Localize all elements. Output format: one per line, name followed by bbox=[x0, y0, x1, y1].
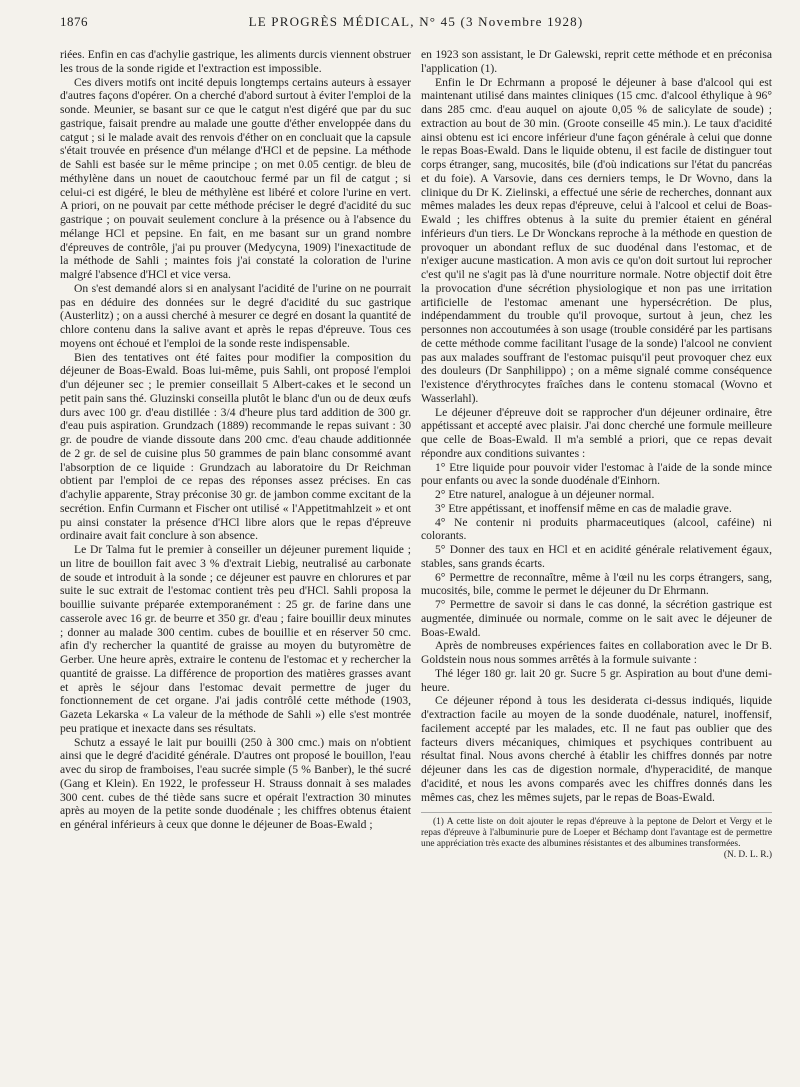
paragraph: On s'est demandé alors si en analysant l'acidité de l'urine on ne pourrait pas en déduire des données sur le degré d'acidité du suc gastrique (Austerlitz) ; on a aussi cherché à mesurer ce degré en dosant la quantité de chlore contenu dans la salive avant et après le repas d'épreuve. Tous ces moyens ont échoué et l'emploi de la sonde reste indispensable. bbox=[60, 281, 411, 350]
running-header bbox=[60, 14, 772, 36]
page-number: 1876 bbox=[60, 14, 88, 29]
paragraph: Thé léger 180 gr. lait 20 gr. Sucre 5 gr. Aspiration au bout d'une demi-heure. bbox=[421, 666, 772, 694]
condition-item: 3° Etre appétissant, et inoffensif même en cas de maladie grave. bbox=[435, 501, 732, 515]
journal-title: LE PROGRÈS MÉDICAL, N° 45 (3 Novembre 1928) bbox=[248, 14, 584, 29]
condition-item: 7° Permettre de savoir si dans le cas donné, la sécrétion gastrique est augmentée, diminuée ou normale, comme on le sait avec le déjeuner de Boas-Ewald. bbox=[421, 598, 772, 639]
right-column bbox=[421, 48, 772, 1073]
paragraph: Le déjeuner d'épreuve doit se rapprocher d'un déjeuner ordinaire, être appétissant et accepté avec plaisir. J'ai donc cherché une formule meilleure que celle de Boas-Ewald. Il m'a semblé a priori, que ce repas devait répondre aux conditions suivantes : bbox=[421, 405, 772, 460]
paragraph: Ce déjeuner répond à tous les desiderata ci-dessus indiqués, liquide d'extraction facile au moyen de la sonde duodénale, naturel, inoffensif, facilement accepté par les malades, etc. Il ne faut pas oublier que des facteurs divers mécaniques, chimiques et psychiques contribuent au résultat final. Nous avons cherché à établir les chiffres donnés par notre déjeuner dans les cas de digestion normale, d'hyperacidité, de manque d'acidité, et nous les avons comparés avec les chiffres donnés dans les mêmes cas, chez les mêmes sujets, par le repas de Boas-Ewald. bbox=[421, 694, 772, 804]
paragraph: Schutz a essayé le lait pur bouilli (250 à 300 cmc.) mais on n'obtient ainsi que le degré d'acidité générale. D'autres ont proposé le bouillon, l'eau avec du sirop de framboises, l'eau sucrée simple (5 % Banber), le thé sucré (Gang et Klein). En 1922, le professeur H. Strauss donnait à ses malades 300 cent. cubes de thé tiède sans sucre et opérait l'extraction 30 minutes après au moyen de la petite sonde duodénale ; les chiffres obtenus étaient en général inférieurs à ceux que donne le déjeuner de Boas-Ewald ; bbox=[60, 735, 411, 831]
paragraph: Ces divers motifs ont incité depuis longtemps certains auteurs à essayer d'autres façons d'opérer. On a cherché d'abord surtout à éviter l'emploi de la sonde. Meunier, se basant sur ce que le catgut n'est digéré que par du suc gastrique, faisait prendre au malade une goutte d'éther enveloppée dans du catgut ; si le malade avait des renvois d'éther on en concluait que la capsule s'était trouvée en présence d'un mélange d'HCl et de pepsine. La méthode de Sahli est basée sur le même principe ; on met 0.05 centigr. de bleu de méthylène dans un nouet de caoutchouc fermé par un fil de catgut ; si celui-ci est digéré, le bleu de méthylène est libéré et colore l'urine en vert. A priori, on ne pouvait par cette méthode préciser le degré d'acidité du suc gastrique ; on pouvait seulement conclure à la présence ou à l'absence du mélange HCl et pepsine. En fait, en me basant sur un grand nombre d'épreuves de contrôle, j'ai pu prouver (Medycyna, 1909) l'inexactitude de la méthode de Sahli ; maintes fois j'ai constaté la coloration de l'urine malgré l'absence d'HCl et vice versa. bbox=[60, 75, 411, 281]
paragraph: Le Dr Talma fut le premier à conseiller un déjeuner purement liquide ; un litre de bouillon fait avec 3 % d'extrait Liebig, neutralisé au carbonate de soude et introduit à la sonde ; ce déjeuner est pauvre en chlorures et par suite le suc extrait de l'estomac contient très peu d'HCl. Sahli proposa la bouillie suivante préparée extemporanément : 25 gr. de farine dans une casserole avec 16 gr. de beurre et 350 gr. d'eau ; faire bouillir deux minutes ; donner au malade 300 centim. cubes de bouillie et en réserver 50 cmc. afin d'y rechercher la quantité de graisse au moyen du butyromètre de Gerber. Une heure après, extraire le contenu de l'estomac et y rechercher la quantité de graisse. La différence de proportion des matières grasses avant et après le séjour dans l'estomac devait permettre de juger du fonctionnement de cet organe. J'ai jadis contrôlé cette méthode (1903, Gazeta Lekarska « La valeur de la méthode de Sahli ») elle s'est montrée peu pratique et inexacte dans ses résultats. bbox=[60, 543, 411, 735]
paragraph: Bien des tentatives ont été faites pour modifier la composition du déjeuner de Boas-Ewald. Boas lui-même, puis Sahli, ont proposé l'emploi d'un déjeuner sec ; le premier conseillait 5 Albert-cakes et le second un petit pain sans thé. Gluzinski conseilla plutôt le blanc d'un ou de deux œufs durs avec 100 gr. d'eau distillée : 3/4 d'heure plus tard addition de 300 gr. d'eau puis aspiration. Grundzach (1889) recommande le repas suivant : 30 gr. de poudre de viande dissoute dans 200 cmc. d'eau chaude additionnée de 2 gr. de sel de cuisine plus 50 grammes de pain blanc consommé avant l'absorption de ce liquide : Grundzach au laboratoire du Dr Reichman obtient par l'emploi de ce repas des réponses assez précises. En cas d'achylie apparente, Stray préconise 30 gr. de jambon comme excitant de la secrétion. Enfin Curmann et Fischer ont utilisé « l'Appetitmahlzeit » et ont pu ainsi constater la présence d'HCl libre alors que le repas d'épreuve ordinaire avait fait conclure à son absence. bbox=[60, 350, 411, 543]
paragraph: riées. Enfin en cas d'achylie gastrique, les aliments durcis viennent obstruer les trous de la sonde rigide et l'extraction est impossible. bbox=[60, 48, 411, 75]
condition-item: 5° Donner des taux en HCl et en acidité générale relativement égaux, stables, sans grands écarts. bbox=[421, 543, 772, 570]
footnote-signature: (N. D. L. R.) bbox=[723, 850, 772, 861]
condition-item: 4° Ne contenir ni produits pharmaceutiques (alcool, caféine) ni colorants. bbox=[421, 515, 772, 543]
text-columns bbox=[60, 48, 772, 1073]
paragraph: Enfin le Dr Echrmann a proposé le déjeuner à base d'alcool qui est maintenant utilisé dans maintes cliniques (15 cmc. d'alcool éthylique à 96° dans 285 cmc. d'eau auquel on ajoute 0,05 % de salicylate de soude) ; extraction au bout de 30 min. (Groote conseille 45 min.). Le taux d'acidité ainsi obtenu est ici encore inférieur d'une façon générale à celui que donne le repas Boas-Ewald. Dans le liquide obtenu, il est facile de distinguer tout corps étranger, sang, mucosités, bile (d'où indications sur l'état du pancréas et du foie). A Varsovie, dans ces derniers temps, le Dr Wovno, dans la clinique du Dr K. Zielinski, a effectué une série de recherches, donnant aux mêmes malades les deux repas d'épreuve, celui à l'alcool et celui de Boas-Ewald ; les chiffres obtenus à la suite du premier étaient en général inférieurs d'un tiers. Le Dr Wonckans reproche à la méthode en question de provoquer un abondant reflux de suc duodénal dans l'estomac, et de n'exiger aucune mastication. A mon avis ce qu'on doit surtout lui reprocher c'est qu'il ne s'agit pas là d'une nourriture normale. Notre objectif doit être la provocation d'une sécrétion physiologique et non pas une irritation artificielle de l'estomac amenant une hypersécrétion. De plus, indépendamment du trouble qu'il provoque, surtout à jeun, chez les personnes non accoutumées à son usage (trouble considéré par les partisans de cette méthode comme facilitant l'usage de la sonde) l'alcool ne convient pas aux malades souffrant de l'estomac puisqu'il peut provoquer chez eux des douleurs (Dr Sanphilippo) ; on a même signalé comme conséquence l'existence d'érythrocytes fraîches dans le contenu stomacal (Wovno et Wasserlahl). bbox=[421, 75, 772, 405]
condition-item: 1° Etre liquide pour pouvoir vider l'estomac à l'aide de la sonde mince pour enfants ou avec la sonde duodénale d'Einhorn. bbox=[421, 460, 772, 488]
right-column-paragraphs bbox=[421, 48, 772, 804]
condition-item: 6° Permettre de reconnaître, même à l'œil nu les corps étrangers, sang, mucosités, bile, comme le permet le déjeuner du Dr Ehrmann. bbox=[421, 570, 772, 598]
paragraph: Après de nombreuses expériences faites en collaboration avec le Dr B. Goldstein nous nous sommes arrêtés à la formule suivante : bbox=[421, 639, 772, 666]
paragraph: en 1923 son assistant, le Dr Galewski, reprit cette méthode et en préconisa l'application (1). bbox=[421, 48, 772, 75]
footnote-text: (1) A cette liste on doit ajouter le repas d'épreuve à la peptone de Delort et Vergy et le repas d'épreuve à l'albuminurie pure de Loeper et Béchamp dont l'avantage est de permettre une appréciation très exacte des albumines résistantes et des albumines transformées. bbox=[421, 817, 772, 850]
footnote bbox=[421, 812, 772, 861]
condition-item: 2° Etre naturel, analogue à un déjeuner normal. bbox=[435, 488, 655, 501]
left-column bbox=[60, 48, 411, 1073]
